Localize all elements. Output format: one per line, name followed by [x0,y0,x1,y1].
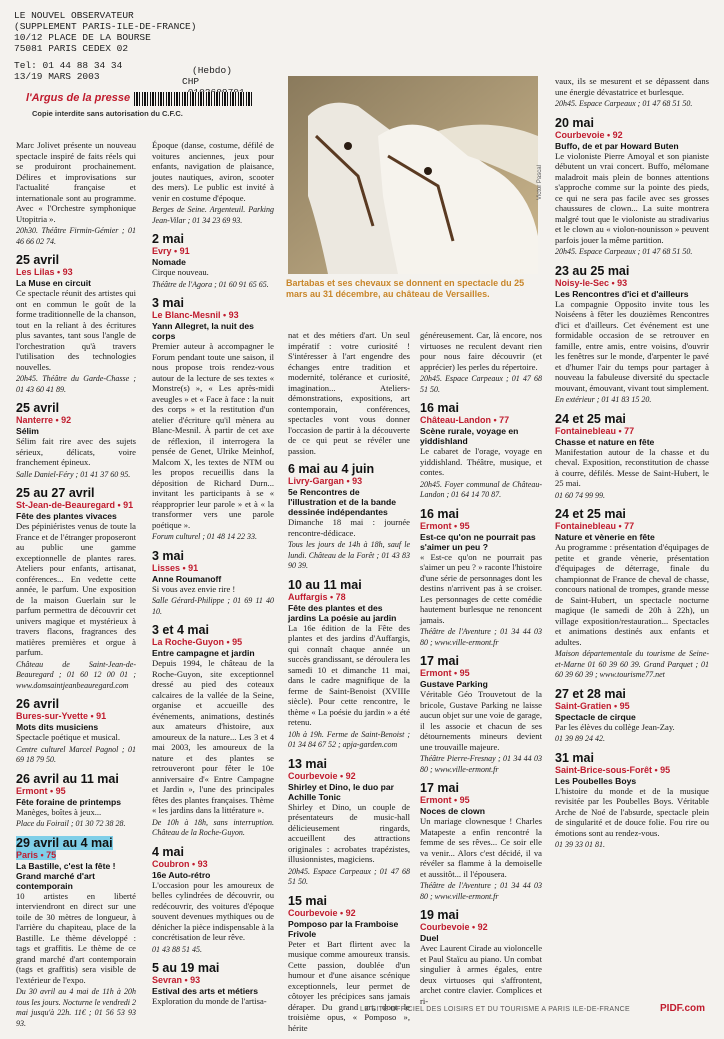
event-info: Théâtre de l'Agora ; 01 60 91 65 65. [152,279,269,289]
event-date: 5 au 19 mai [152,961,220,975]
event-info: Tous les jours de 14h à 18h, sauf le lundi. Château de la Forêt ; 01 43 83 90 39. [288,540,410,570]
event-text: Ce spectacle réunit des artistes qui ont en commun le goût de la forme traditionnelle de la chanson, tout en la reliant à des écritures plus savantes, tant sous l'angle de l'orchestration qu'à travers l'utilisation des technologies nouvelles. [16,288,136,372]
event-location: Ermont • 95 [16,785,66,796]
event-title: Entre campagne et jardin [152,648,255,658]
event-item [152,296,274,543]
event-title: 16e Auto-rétro [152,869,211,880]
event-text: nat et des métiers d'art. Un seul impératif : votre curiosité ! S'intéresser à l'art engendre des échanges entre tradition et modernité, tolérance et curiosité, imagination... Ateliers-démonstrations, expositions, art contemporain, conférences, spectacles vont vous donner l'occasion de partir à la découverte de ce qui peut se révéler une passion. [288,330,410,456]
event-item [288,757,410,888]
footer-text: LE SITE OFFICIEL DES LOISIRS ET DU TOURISME A PARIS ILE-DE-FRANCE [360,1006,631,1013]
event-item [555,751,709,851]
event-text: La 16e édition de la Fête des plantes et des jardins d'Auffargis, qui connaît chaque année un succès grandissant, se déroulera les samedi 10 et dimanche 11 mai, dans le cadre magnifique de la ferme de Saint-Benoist (XVIIIe siècle). Pour cette rencontre, le thème « La poésie du jardin » a été retenu. [288,622,410,727]
event-info: 10h à 19h. Ferme de Saint-Benoist ; 01 34 84 67 52 ; apja-garden.com [288,729,410,749]
event-text: Shirley et Dino, un couple de présentateurs de music-hall délicieusement ringards, accueillent des attractions originales : acrobates trapézistes, illusionnistes, magiciens. [288,801,410,864]
clipping-header [14,10,264,87]
event-location: Courbevoie • 92 [555,129,623,140]
hebdo-label: (Hebdo) [192,65,232,76]
event-location: Noisy-le-Sec • 93 [555,277,628,288]
event-text: 10 artistes en liberté interviendront en direct sur une toile de 30 mètres de longueur, à l'arrière du chapiteau, place de la Bastille. Le thème développé : tags et graffitis. Le thème de ce grand marché d'art contemporain (tags et graffitis) sera visible de l'extérieur de l'expo. [16,890,136,985]
event-text: Sélim fait rire avec des sujets sérieux, délicats, voire franchement épineux. [16,436,136,467]
event-date: 23 au 25 mai [555,263,630,278]
event-location: Evry • 91 [152,246,190,256]
event-info: 20h30. Théâtre Firmin-Gémier ; 01 46 66 02 74. [16,226,136,246]
event-item [420,908,542,1006]
column-3 [288,330,410,1039]
event-date: 13 mai [288,756,327,771]
event-text: L'occasion pour les amoureux de belles cylindrées de découvrir, ou redécouvrir, des voitures d'époque souvent devenues mythiques ou de dénicher la pièce indispensable à la concrétisation de leur rêve. [152,879,274,942]
event-text: « Est-ce qu'on ne pourrait pas s'aimer un peu ? » raconte l'histoire d'une série de personnages dont les destins n'arrivent pas à se croiser. Les personnages de cette comédie hautement burlesque ne renoncent jamais. [420,551,542,625]
event-date: 17 mai [420,781,459,795]
event-item [555,412,709,502]
event-location: Paris • 75 [16,849,57,860]
event-info: 20h45. Espace Carpeaux ; 01 47 68 51 50. [420,374,542,394]
event-item [555,76,709,110]
event-title: Noces de clown [420,806,485,816]
event-item [555,264,709,406]
event-text: Véritable Géo Trouvetout de la bricole, Gustave Parking ne laisse aucun objet sur une voie de garage, il les associe et chacun de ses détournements mineurs devient une trouvaille majeure. [420,689,542,752]
event-date: 24 et 25 mai [555,411,626,426]
event-item [152,549,274,618]
event-title: Est-ce qu'on ne pourrait pas s'aimer un peu ? [420,531,536,552]
event-item [555,507,709,681]
event-location: Saint-Gratien • 95 [555,700,630,711]
event-title: Shirley et Dino, le duo par Achille Tonic [288,781,395,802]
event-text: Peter et Bart flirtent avec la musique comme amoureux transis. Cette passion, doublée d'un humour et d'une aisance scénique exceptionnels, leur permet de côtoyer les précipices sans jamais déraper. Du grand art, dont le troisième opus, « Pomposo », hérite [288,938,410,1033]
event-location: Les Lilas • 93 [16,267,73,277]
event-text: Le violoniste Pierre Amoyal et son pianiste débutent un vrai concert. Buffo, mélomane maladroit mais plein de bonnes attentions s'approche comme sur la pointe des pieds, ce qui ne sera pas facile avec ses grosses chaussures de clown... La suite montrera malgré tout que le violoniste au stradivarius et le clown au « violon-nounisson » peuvent parfois jouer la même partition. [555,150,709,245]
event-date: 3 mai [152,548,184,563]
horses-illustration [288,76,538,274]
event-info: Théâtre de l'Aventure ; 01 34 44 03 80 ; www.ville-ermont.fr [420,627,542,647]
event-text: Cirque nouveau. [152,267,209,277]
event-date: 26 avril [16,697,60,711]
event-date: 2 mai [152,232,184,246]
event-item [16,253,136,395]
chp-code: CHP [182,76,200,87]
event-item [16,140,136,247]
event-location: Livry-Gargan • 93 [288,476,363,486]
event-date: 19 mai [420,908,459,922]
event-date: 24 et 25 mai [555,507,626,521]
event-location: Saint-Brice-sous-Forêt • 95 [555,764,671,775]
event-text: Premier auteur à accompagner le Forum pendant toute une saison, il nous propose trois rendez-vous autour de la lecture de ses textes « Monstre(s) », « Les après-midi aveugles » et « Face à face : la nuit des corps » et la restitution d'un atelier d'écriture qu'il mènera au Blanc-Mesnil. À partir de cet axe de réflexion, il interrogera la pensée de Genet, Ulrike Meinhof, Malcom X, les textes de NTM ou les propos recueillis dans la déposition de Richard Durn... invitant les participants à se « réapproprier leur parole » et à « la transformer vers une parole poétique ». [152,341,274,530]
event-title: Sélim [16,426,39,436]
event-info: 20h45. Espace Carpeaux ; 01 47 68 51 50. [555,247,693,256]
event-item [152,845,274,956]
event-title: Estival des arts et métiers [152,986,259,996]
event-info: 01 43 88 51 45. [152,944,202,954]
event-title: Chasse et nature en fête [555,436,655,447]
header-line: 10/12 PLACE DE LA BOURSE [14,32,151,43]
event-info: De 10h à 18h, sans interruption. Château de la Roche-Guyon. [152,817,274,837]
column-4 [420,330,542,1012]
event-info: Forum culturel ; 01 48 14 22 33. [152,532,258,541]
event-location: Fontainebleau • 77 [555,425,635,436]
event-title: La Bastille, c'est la fête ! Grand marché d'art contemporain [16,860,116,891]
event-item [555,687,709,745]
event-title: Fête des plantes vivaces [16,511,117,521]
event-item [152,140,274,226]
event-date: 26 avril au 11 mai [16,771,119,786]
event-info: Centre culturel Marcel Pagnol ; 01 69 18 79 50. [16,744,136,764]
event-info: Théâtre Pierre-Fresnay ; 01 34 44 03 80 ; www.ville-ermont.fr [420,754,542,774]
event-item [288,330,410,456]
column-1 [16,140,136,1035]
argus-stamp [26,92,276,122]
event-location: Ermont • 95 [420,520,470,531]
event-date: 31 mai [555,750,594,765]
event-item [288,462,410,572]
header-line: LE NOUVEL OBSERVATEUR [14,10,134,21]
event-location: Nanterre • 92 [16,415,72,425]
event-item [420,781,542,902]
event-item [152,232,274,290]
event-title: Gustave Parking [420,679,488,689]
event-location: Bures-sur-Yvette • 91 [16,711,107,721]
event-location: Château-Landon • 77 [420,415,510,425]
event-location: Coubron • 93 [152,858,208,869]
event-title: Mots dits musiciens [16,722,99,732]
event-date: 25 avril [16,401,60,415]
event-info: Berges de Seine. Argenteuil. Parking Jean-Vilar ; 01 34 23 69 93. [152,205,274,225]
event-item [420,401,542,501]
event-info: 01 60 74 99 99. [555,490,605,500]
photo-credit: Victor Pascal [537,165,543,200]
event-date: 25 au 27 avril [16,486,95,500]
event-title: Fête foraine de printemps [16,796,122,807]
event-info: Théâtre de l'Aventure ; 01 34 44 03 80 ; www.ville-ermont.fr [420,881,542,901]
event-text: généreusement. Car, là encore, nos virtuoses ne reculent devant rien pour nous faire découvrir (et apprécier) les perles du répertoire. [420,330,542,372]
event-item [420,654,542,775]
event-location: Courbevoie • 92 [420,922,488,932]
event-info: Du 30 avril au 4 mai de 11h à 20h tous les jours. Nocturne le vendredi 2 mai jusqu'à 22h. 11€ ; 01 56 53 93 93. [16,987,136,1028]
event-location: Courbevoie • 92 [288,770,356,781]
event-location: Ermont • 95 [420,668,470,678]
event-title: Yann Allegret, la nuit des corps [152,321,254,341]
event-text: vaux, ils se mesurent et se dépassent dans une énergie dévastatrice et burlesque. [555,76,709,97]
event-location: Lisses • 91 [152,562,199,573]
event-item [555,116,709,258]
event-item [420,330,542,395]
event-date: 4 mai [152,844,184,859]
event-title: Fête des plantes et des jardins La poésie au jardin [288,602,397,623]
event-title: 5e Rencontres de l'illustration et de la bande dessinée indépendantes [288,487,397,517]
event-title: Les Rencontres d'ici et d'ailleurs [555,288,689,299]
horses-photo [288,76,538,274]
event-date: 17 mai [420,654,459,668]
event-text: Par les élèves du collège Jean-Zay. [555,721,675,732]
event-item [16,486,136,691]
event-info: En extérieur ; 01 41 83 15 20. [555,395,652,404]
event-location: Auffargis • 78 [288,591,346,602]
event-location: Fontainebleau • 77 [555,521,635,531]
event-date: 29 avril au 4 mai [16,835,113,850]
event-title: Duel [420,933,439,943]
event-date: 6 mai au 4 juin [288,462,375,476]
event-date: 16 mai [420,506,459,521]
event-item [16,836,136,1030]
barcode-icon [134,92,254,106]
event-text: Des pépiniéristes venus de toute la France et de l'étranger proposeront au public une gamme exceptionnelle de plantes rares. Ateliers pour enfants, artisanat, conférences... En vedette cette année, le parfum. Une exposition de la maison Guerlain sur le parfum permettra de découvrir cet univers magique et mystérieux à travers flacons, fragrances des matières premières et orgue à parfum. [16,521,136,657]
event-location: La Roche-Guyon • 95 [152,637,243,647]
event-text: Si vous avez envie rire ! [152,583,236,594]
event-item [152,623,274,839]
argus-logo: l'Argus de la presse [26,92,131,104]
event-text: Au programme : présentation d'équipages de petite et grande vènerie, présentation d'équipages de déterrage, finale du championnat de France de cheval de chasse, concours national de trompes, grande messe de Saint-Hubert, un spectacle nocturne magique (le samedi de 20h à 22h), un village exposition/restauration... Spectacles et animations destinés aux enfants et adultes. [555,542,709,647]
event-location: Courbevoie • 92 [288,907,356,918]
event-info: Salle Gérard-Philippe ; 01 69 11 40 10. [152,596,274,616]
event-text: Le cabaret de l'orage, voyage en yiddishland. Théâtre, musique, et contes. [420,446,542,477]
event-title: Pomposo par la Framboise Frivole [288,918,399,939]
event-location: Ermont • 95 [420,795,470,805]
event-title: Nomade [152,257,186,267]
event-title: Anne Roumanoff [152,573,222,584]
event-date: 27 et 28 mai [555,686,626,701]
event-text: Depuis 1994, le château de la Roche-Guyon, site exceptionnel dressé au pied des coteaux calcaires de la vallée de la Seine, organise et accueille des événements, animations, destinés aux amateurs d'histoire, aux amoureux de la nature... Les 3 et 4 mai 2003, les amoureux de la nature et des plantes se retrouveront pour fêter le 10e anniversaire d'« Entre Campagne et Jardin », l'une des principales fêtes des plantes françaises. Thème « les jardins dans la littérature ». [152,658,274,815]
event-title: Les Poubelles Boys [555,775,637,786]
event-title: Nature et vènerie en fête [555,532,655,542]
event-info: Château de Saint-Jean-de-Beauregard ; 01 60 12 00 01 ; www.domsaintjeanbeauregard.com [16,659,136,690]
event-text: Exploration du monde de l'artisa- [152,996,267,1006]
event-item [16,697,136,766]
event-info: 20h45. Théâtre du Garde-Chasse ; 01 43 60 41 89. [16,374,136,394]
event-text: Manèges, boîtes à jeux... [16,806,102,817]
event-date: 16 mai [420,401,459,415]
event-location: Sevran • 93 [152,975,201,985]
event-info: 20h45. Foyer communal de Château-Landon ; 01 64 14 70 87. [420,479,542,499]
event-item [16,772,136,830]
column-2 [152,140,274,1013]
event-item [152,961,274,1007]
event-date: 3 mai [152,296,184,310]
column-5 [555,76,709,857]
event-text: Spectacle poétique et musical. [16,732,121,742]
event-item [420,507,542,649]
event-location: St-Jean-de-Beauregard • 91 [16,500,134,510]
event-info: 20h45. Espace Carpeaux ; 01 47 68 51 50. [288,866,410,886]
event-location: Le Blanc-Mesnil • 93 [152,310,239,320]
event-text: Manifestation autour de la chasse et du cheval. Exposition, reconstitution de chasse à courre, défilés. Messe de Saint-Hubert, le 25 mai. [555,446,709,488]
event-title: Scène rurale, voyage en yiddishland [420,426,519,446]
event-text: Époque (danse, costume, défilé de voitures anciennes, jeux pour enfants, navigation de plaisance, joutes nautiques, aviron, scooter des mers). Le public est invité à venir en costume d'époque. [152,140,274,203]
event-info: 01 39 89 24 42. [555,734,605,743]
event-item [16,401,136,480]
header-line: 13/19 MARS 2003 [14,71,100,82]
event-title: La Muse en circuit [16,278,91,288]
event-text: Un mariage clownesque ! Charles Matapeste a enfin rencontré la femme de ses rêves... Ce soir elle va venir... Alors c'est décidé, il va révéler sa flamme à la demoiselle et aussitôt... il l'épousera. [420,816,542,879]
header-line: (SUPPLEMENT PARIS-ILE-DE-FRANCE) [14,21,197,32]
event-date: 20 mai [555,115,594,130]
event-text: L'histoire du monde et de la musique revisitée par les Poubelles Boys. Véritable Arche de Noé de l'absurde, spectacle plein de singularité et de douce folie. Fou rire ou émotions sont au rendez-vous. [555,785,709,838]
event-info: 01 39 33 01 81. [555,840,605,849]
pidf-logo[interactable]: PIDF.com [660,1003,706,1014]
event-date: 3 et 4 mai [152,623,209,637]
header-line: 75081 PARIS CEDEX 02 [14,43,129,54]
argus-copie: Copie interdite sans autorisation du C.F.C. [32,109,183,118]
event-date: 25 avril [16,253,60,267]
event-text: La compagnie Opposito invite tous les Noiséens à fêter les douzièmes Rencontres d'ici et d'ailleurs. Cet événement est une formidable occasion de se retrouver en famille, entre amis, entre voisins, d'ouvrir les fenêtres sur le monde, d'arpenter le pavé et d'humer l'air du temps pour partager à nouveau la fabuleuse diversité du spectacle mouvant, émouvant, vivant tout simplement. [555,298,709,393]
event-title: Spectacle de cirque [555,711,636,722]
event-info: Place du Foirail ; 01 30 72 38 28. [16,819,126,828]
event-date: 15 mai [288,893,327,908]
event-title: Buffo, de et par Howard Buten [555,140,679,151]
event-text: Avec Laurent Cirade au violoncelle et Paul Staïcu au piano. Un combat singulier à armes égales, entre deux virtuoses qui s'affrontent, archet contre clavier. Complices et ri- [420,943,543,1006]
event-item [288,578,410,751]
photo-caption: Bartabas et ses chevaux se donnent en spectacle du 25 mars au 31 décembre, au château de Versailles. [286,278,525,299]
event-info: Salle Daniel-Féry ; 01 41 37 60 95. [16,469,131,479]
event-date: 10 au 11 mai [288,577,362,592]
event-info: Maison départementale du tourisme de Seine-et-Marne 01 60 39 60 39. Grand Parquet ; 01 60 39 60 39 ; www.tourisme77.net [555,649,709,679]
event-text: Marc Jolivet présente un nouveau spectacle inspiré de faits réels qui se produiront prochainement. Délires et improvisations sur l'actualité française et internationale sont au programme. Avec « l'Orchestre symphonique Utopitria ». [16,140,136,224]
page-footer [360,1002,720,1018]
header-line: Tel: 01 44 88 34 34 [14,60,123,71]
event-info: 20h45. Espace Carpeaux ; 01 47 68 51 50. [555,99,693,108]
event-text: Dimanche 18 mai : journée rencontre-dédicace. [288,517,410,538]
